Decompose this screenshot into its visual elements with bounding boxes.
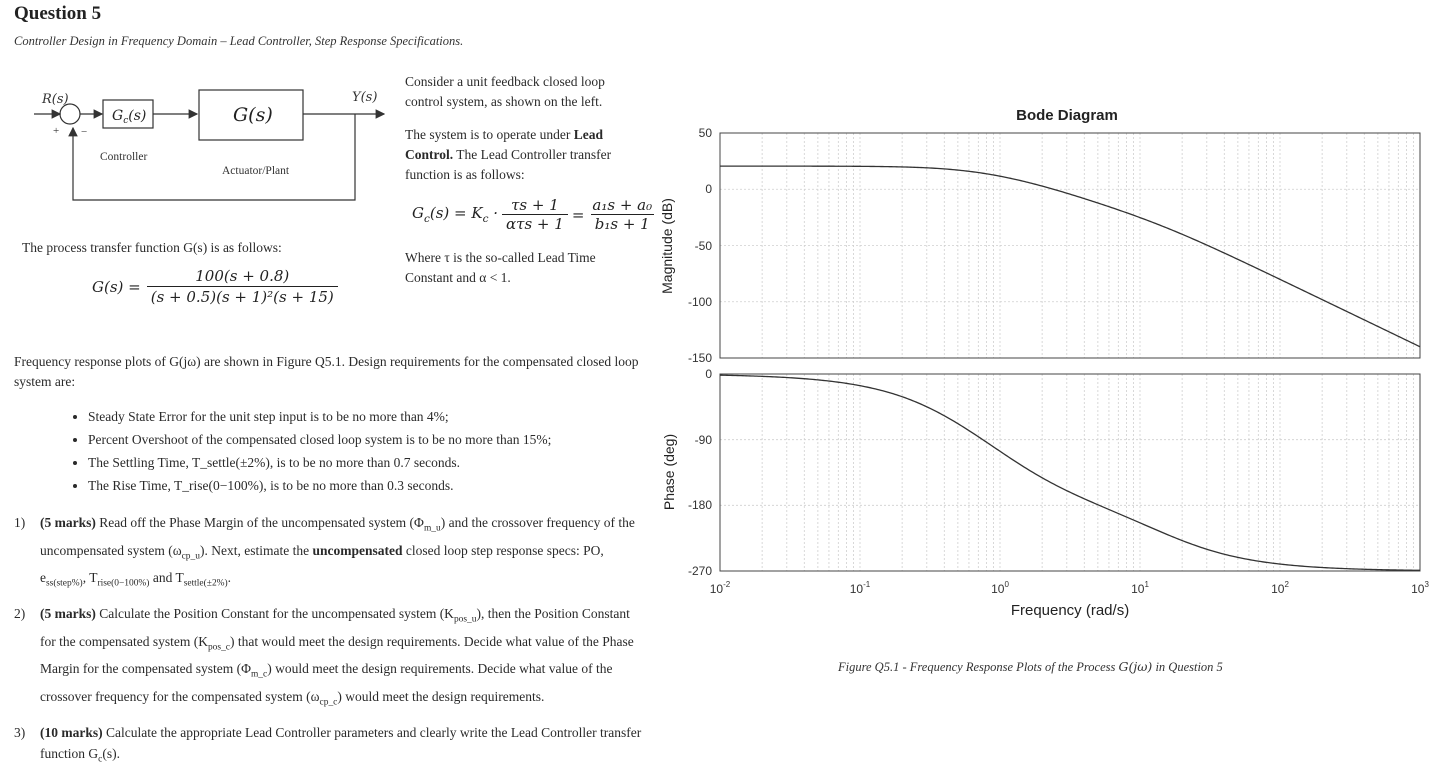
- question-list: [14, 512, 644, 779]
- mag-tick-0: 0: [705, 182, 712, 196]
- process-fraction: $\frac{100(s + 0.8)}{\text{(s + 0.5)(s + 1)²(s + 15)}}$: [147, 267, 338, 306]
- mag-tick-minus100: -100: [687, 295, 712, 309]
- phase-curve: [720, 375, 1420, 570]
- phase-tick-labels: [688, 367, 712, 578]
- question-3: 3) (10 marks) Calculate the appropriate Lead Controller parameters and clearly write the Lead Controller transfer function $G_c(s)$.: [14, 724, 642, 765]
- input-label: R(s): [42, 92, 69, 107]
- phase-tick-minus90: -90: [694, 433, 712, 447]
- phase-tick-0: 0: [705, 367, 712, 381]
- requirement-rise-time: • The Rise Time, T_rise(0−100%), is to be no more than 0.3 seconds.: [88, 474, 708, 497]
- x-tick-1e3: $10^3$: [1411, 580, 1429, 596]
- x-tick-1e2: $10^2$: [1271, 580, 1289, 596]
- question-2: 2) (5 marks) Calculate the Position Constant for the uncompensated system $(K_{pos\_u})$, then the Position Constant for the compensated system $(K_{pos\_c})$ that would meet the design requirements. Decide what value of the Phase Margin for the compensated system $(\Phi_{m\_c})$ would meet the design requirements. Decide what value of the crossover frequency for the compensated system $(\omega_{cp\_c})$ would meet the design requirements.: [14, 606, 634, 708]
- bode-diagram: [650, 98, 1440, 628]
- magnitude-curve: [720, 166, 1420, 347]
- phase-tick-minus180: -180: [687, 498, 712, 512]
- x-tick-1e-2: $10^{-2}$: [709, 580, 731, 596]
- requirements-list: [14, 405, 708, 497]
- frequency-axis-label: Frequency (rad/s): [1010, 602, 1130, 619]
- mag-tick-minus150: -150: [687, 351, 712, 365]
- phase-axes: [720, 374, 1420, 571]
- plant-caption: Actuator/Plant: [222, 165, 290, 177]
- requirements-intro: Frequency response plots of G(jω) are shown in Figure Q5.1. Design requirements for the compensated closed loop system are:: [14, 354, 639, 389]
- lead-control-text: The system is to operate under Lead Control. The Lead Controller transfer function is as follows:: [405, 127, 612, 182]
- plant-block-label: G(s): [233, 104, 273, 126]
- process-equation: G(s) = $\frac{100(s + 0.8)}{\text{(s + 0.5)(s + 1)²(s + 15)}}$: [92, 267, 338, 306]
- question-1: 1) (5 marks) Read off the Phase Margin of the uncompensated system $(\Phi_{m\_u})$ and the crossover frequency of the uncompensated system $(\omega_{cp\_u})$. Next, estimate the uncompensated closed loop step response specs: PO, $e_{ss(step\%)}$, $T_{rise(0-100\%)}$ and $T_{settle(\pm 2\%)}$.: [14, 515, 635, 590]
- controller-block-label: $G_c(s)$: [112, 108, 147, 126]
- gc-lhs: $G_c(s) = K_c$ ·: [412, 204, 499, 225]
- mag-tick-minus50: -50: [694, 239, 712, 253]
- figure-caption: Figure Q5.1 - Frequency Response Plots of the Process G(jω) in Question 5: [838, 659, 1223, 674]
- lead-controller-equation: $G_c(s) = K_c$ · τs + 1 ατs + 1 = $\frac{\text{a₁s + a₀}}{\text{b₁s + 1}}$: [412, 196, 656, 233]
- phase-axis-label: Phase (deg): [661, 433, 677, 511]
- plus-sign: +: [53, 125, 60, 137]
- question-title: Question 5: [14, 3, 102, 24]
- phase-grid: [720, 374, 1420, 571]
- magnitude-axis-label: Magnitude (dB): [659, 198, 675, 294]
- summing-junction: [60, 104, 80, 124]
- gc-fraction-1: τs + 1 ατs + 1: [502, 196, 568, 233]
- gc-fraction-2: $\frac{\text{a₁s + a₀}}{\text{b₁s + 1}}$: [592, 196, 653, 233]
- mag-tick-50: 50: [698, 126, 712, 140]
- x-tick-1e1: $10^1$: [1131, 580, 1149, 596]
- controller-caption: Controller: [100, 151, 148, 163]
- x-tick-1e0: $10^0$: [991, 580, 1009, 596]
- requirement-steady-state: • Steady State Error for the unit step input is to be no more than 4%;: [88, 405, 708, 428]
- bode-title: Bode Diagram: [1016, 107, 1118, 124]
- system-intro: Consider a unit feedback closed loop control system, as shown on the left.: [405, 74, 605, 109]
- process-intro: The process transfer function G(s) is as follows:: [22, 240, 282, 255]
- frequency-tick-labels: [710, 580, 1430, 596]
- output-label: Y(s): [352, 90, 378, 105]
- minus-sign: −: [81, 126, 88, 138]
- where-text: Where τ is the so-called Lead Time Constant and α < 1.: [405, 250, 596, 285]
- x-tick-1e-1: $10^{-1}$: [849, 580, 871, 596]
- phase-tick-minus270: -270: [687, 564, 712, 578]
- requirement-overshoot: • Percent Overshoot of the compensated closed loop system is to be no more than 15%;: [88, 428, 708, 451]
- block-diagram: [20, 80, 400, 210]
- requirement-settling-time: • The Settling Time, T_settle(±2%), is to be no more than 0.7 seconds.: [88, 451, 708, 474]
- magnitude-tick-labels: [688, 126, 712, 365]
- question-subtitle: Controller Design in Frequency Domain – Lead Controller, Step Response Specifications.: [14, 34, 464, 48]
